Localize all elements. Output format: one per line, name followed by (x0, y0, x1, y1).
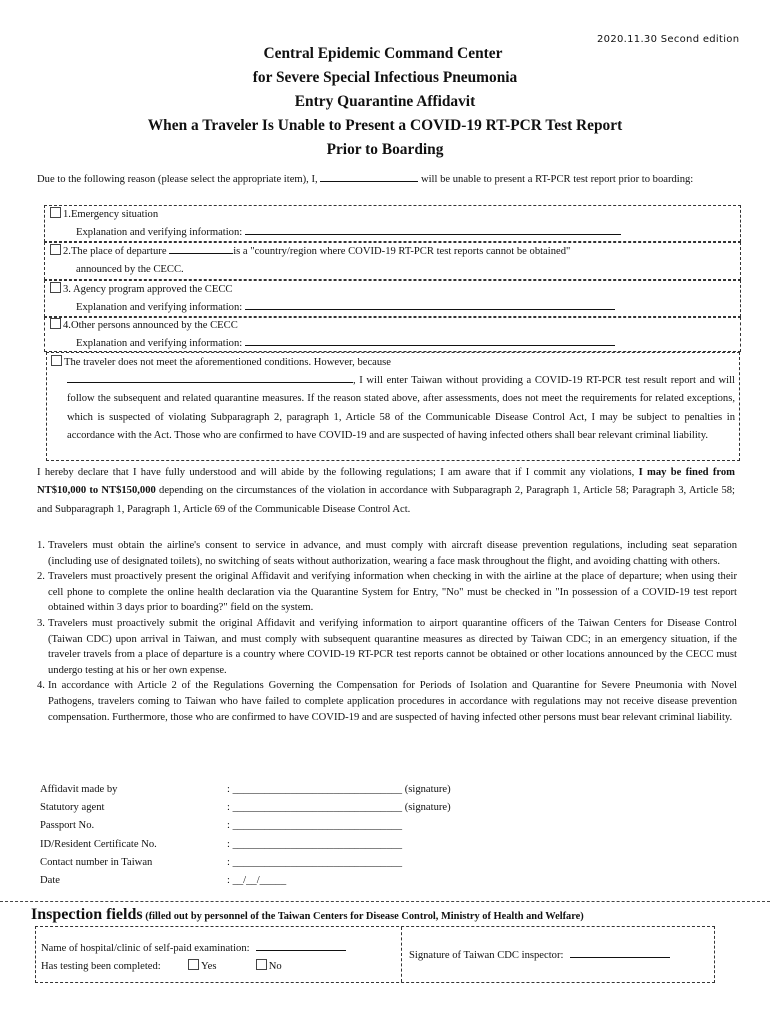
date-field[interactable]: : __/__/_____ (227, 874, 287, 886)
date-row (40, 872, 520, 890)
option-3-checkbox[interactable] (50, 282, 61, 293)
option-1-explanation-row (76, 224, 621, 242)
inspector-signature-field[interactable] (570, 947, 670, 958)
declaration-part-1: I hereby declare that I have fully understood and will abide by the following regulations; I am aware that if I commit any violations, (37, 467, 635, 478)
edition-date: 2020.11.30 Second edition (597, 34, 740, 45)
statutory-agent-field[interactable]: : ________________________________ (signature) (227, 802, 451, 814)
title-line-2: for Severe Special Infectious Pneumonia (252, 69, 518, 86)
regulations-list (37, 538, 737, 725)
title-line-1: Central Epidemic Command Center (263, 45, 503, 62)
option-3-explanation-field[interactable] (245, 299, 615, 310)
option-1-label: 1.Emergency situation (63, 209, 159, 220)
testing-yes-checkbox[interactable] (188, 959, 199, 970)
declaration-paragraph (37, 464, 735, 519)
option-3-explanation-row (76, 299, 615, 317)
list-item (37, 678, 737, 725)
departure-place-field[interactable] (169, 243, 233, 254)
title-line-4: When a Traveler Is Unable to Present a COVID-19 RT-PCR Test Report (147, 117, 623, 134)
other-reason-first-line (51, 354, 735, 372)
list-item (37, 569, 737, 616)
section-divider (0, 901, 770, 902)
option-1-checkbox[interactable] (50, 207, 61, 218)
passport-label: Passport No. (40, 820, 95, 832)
inspection-heading (31, 906, 584, 924)
explanation-label: Explanation and verifying information: (76, 227, 243, 238)
hospital-label: Name of hospital/clinic of self-paid examination: (41, 943, 250, 954)
testing-no-label: No (268, 961, 282, 972)
other-reason-after-blank: , I will enter Taiwan without providing a COVID-19 RT-PCR test result (353, 375, 668, 387)
other-reason-box (46, 352, 740, 461)
declaration-part-2: depending on the circumstances of the violation in accordance with Subparagraph 2, Paragraph 1, Article 58; Paragraph 3, Article 58; and Subparagraph 1, Paragraph 1, Article 69 of the Communicable Disease Control Act. (37, 485, 735, 515)
intro-paragraph (37, 171, 735, 189)
option-4-checkbox[interactable] (50, 318, 61, 329)
inspection-subtitle: (filled out by personnel of the Taiwan Centers for Disease Control, Ministry of Health and Welfare) (145, 911, 584, 922)
contact-number-label: Contact number in Taiwan (40, 856, 153, 868)
intro-text-after: will be unable to present a RT-PCR test report prior to boarding: (420, 174, 694, 185)
option-1-row (50, 206, 158, 224)
list-item-number: 1. (37, 540, 45, 551)
passport-row (40, 817, 520, 835)
explanation-label: Explanation and verifying information: (76, 338, 243, 349)
list-item-number: 2. (37, 571, 45, 583)
passport-field[interactable]: : ________________________________ (227, 820, 403, 832)
other-reason-checkbox[interactable] (51, 355, 62, 366)
option-2-checkbox[interactable] (50, 244, 61, 255)
declaration-fine: I may be fined from NT$10,000 to NT$150,000 (37, 467, 735, 497)
traveler-name-field[interactable] (320, 171, 418, 182)
other-reason-field[interactable] (67, 372, 353, 383)
list-item-number: 4. (37, 680, 45, 692)
option-2-line-2: announced by the CECC. (76, 264, 184, 275)
contact-number-row (40, 854, 520, 872)
title-line-5: Prior to Boarding (326, 141, 444, 158)
contact-number-field[interactable]: : ________________________________ (227, 856, 403, 868)
hospital-row (41, 940, 401, 958)
explanation-label: Explanation and verifying information: (76, 302, 243, 313)
affidavit-maker-label: Affidavit made by (40, 784, 118, 795)
testing-no-checkbox[interactable] (256, 959, 267, 970)
inspection-box (35, 926, 715, 983)
option-2-label: 2.The place of departure (63, 246, 167, 257)
list-item-text: In accordance with Article 2 of the Regulations Governing the Compensation for Periods of Isolation and Quarantine for Severe Pneumonia with Novel Pathogens, travelers coming to Taiwan who have failed to complete application procedures in accordance with regulations may not receive disease prevention compensation. Furthermore, those who are confirmed to have COVID-19 and are suspected of having infected other persons must bear relevant criminal liability. (48, 680, 737, 723)
other-reason-paragraph (51, 372, 735, 445)
signature-section (40, 781, 520, 890)
statutory-agent-label: Statutory agent (40, 802, 105, 814)
hospital-field[interactable] (256, 940, 346, 951)
option-1-explanation-field[interactable] (245, 224, 621, 235)
affidavit-maker-row (40, 781, 520, 799)
testing-row (41, 958, 401, 976)
list-item-text: Travelers must proactively present the original Affidavit and verifying information when checking in with the airline at the place of departure; when using their cell phone to complete the online health declaration via the Quarantine System for Entry, "No" must be checked in "In possession of a COVID-19 test report obtained within 3 days prior to boarding?" field on the system. (48, 571, 737, 614)
form-title (0, 42, 770, 162)
inspector-signature-row (409, 947, 670, 961)
option-3-row (50, 281, 232, 299)
option-4-label: 4.Other persons announced by the CECC (63, 320, 238, 331)
list-item-number: 3. (37, 617, 45, 629)
id-certificate-label: ID/Resident Certificate No. (40, 838, 157, 850)
option-3-label: 3. Agency program approved the CECC (63, 284, 233, 295)
id-certificate-field[interactable]: : ________________________________ (227, 838, 403, 850)
inspection-title: Inspection fields (31, 906, 143, 923)
affidavit-maker-field[interactable]: : ________________________________ (signature) (227, 784, 451, 795)
option-4-explanation-field[interactable] (245, 335, 615, 346)
other-reason-rest: report and will follow the subsequent and related quarantine measures. If the reason stated above, after assessments, does not meet the requirements for related exceptions, which is suspected of violating Subparagraph 2, paragraph 1, Article 58 of the Communicable Disease Control Act, I may be subject to penalties in accordance with the Act. Those who are confirmed to have COVID-19 and are suspected of having infected others shall bear relevant criminal liability. (67, 375, 735, 441)
list-item (37, 538, 737, 569)
date-label: Date (40, 874, 60, 886)
inspection-left-cell (36, 927, 402, 982)
id-certificate-row (40, 836, 520, 854)
list-item-text: Travelers must proactively submit the original Affidavit and verifying information to airport quarantine officers of the Taiwan Centers for Disease Control (Taiwan CDC) upon arrival in Taiwan, and must comply with subsequent quarantine measures as directed by Taiwan CDC; in an emergency situation, if the traveler travels from a place of departure is a country where COVID-19 RT-PCR test reports cannot be obtained or other locations announced by the CECC must undergo testing at his or her own expense. (48, 617, 737, 676)
list-item (37, 616, 737, 678)
testing-yes-label: Yes (201, 961, 217, 972)
title-line-3: Entry Quarantine Affidavit (294, 93, 476, 110)
option-4-explanation-row (76, 335, 615, 353)
option-4-row (50, 317, 238, 335)
option-2-row (50, 243, 570, 261)
list-item-text: Travelers must obtain the airline's consent to service in advance, and must comply with aircraft disease prevention regulations, including seat separation (including use of designated toilets), no switching of seats without authorization, wearing a face mask throughout the flight, and avoiding chatting with others. (48, 540, 737, 567)
other-reason-text: The traveler does not meet the aforementioned conditions. However, because (64, 357, 391, 368)
option-2-label-after: is a "country/region where COVID-19 RT-PCR test reports cannot be obtained" (233, 246, 571, 257)
statutory-agent-row (40, 799, 520, 817)
testing-label: Has testing been completed: (41, 961, 161, 972)
intro-text-before: Due to the following reason (please select the appropriate item), I, (37, 174, 318, 185)
inspector-label: Signature of Taiwan CDC inspector: (409, 950, 564, 961)
